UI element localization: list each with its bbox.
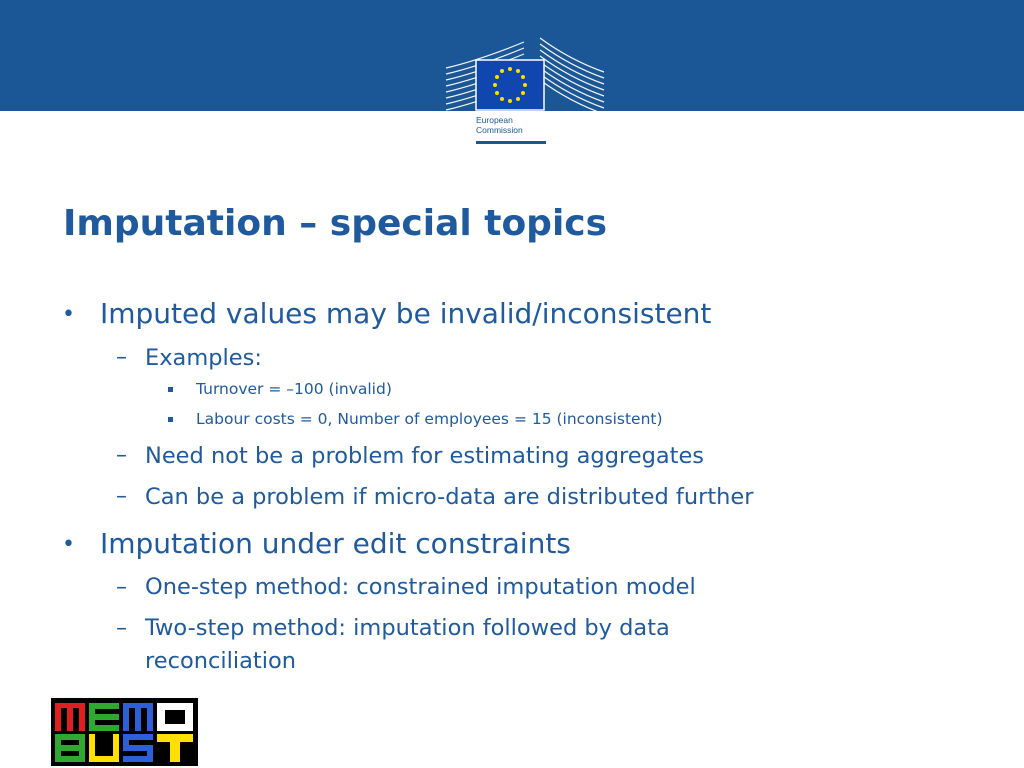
bullet-1-sub-1-item-2: Labour costs = 0, Number of employees = 15 (inconsistent) (196, 410, 663, 428)
bullet-dot-icon: • (62, 532, 75, 557)
dash-icon: – (116, 484, 127, 509)
bullet-2-sub-1: One-step method: constrained imputation model (145, 574, 696, 600)
bullet-1-sub-1: Examples: (145, 345, 262, 371)
bullet-1-sub-2: Need not be a problem for estimating aggregates (145, 443, 705, 469)
slide-title: Imputation – special topics (63, 203, 608, 244)
square-bullet-icon (168, 387, 173, 392)
bullet-2-sub-2-continuation: reconciliation (145, 648, 297, 674)
logo-text-european: European (476, 115, 513, 125)
bullet-1: Imputed values may be invalid/inconsistent (100, 297, 712, 330)
bullet-2: Imputation under edit constraints (100, 527, 571, 560)
dash-icon: – (116, 575, 127, 600)
dash-icon: – (116, 345, 127, 370)
bullet-2-sub-2: Two-step method: imputation followed by data (145, 615, 670, 641)
bullet-1-sub-3: Can be a problem if micro-data are distributed further (145, 484, 754, 510)
memobust-logo (51, 698, 198, 766)
logo-text-commission: Commission (476, 125, 523, 135)
dash-icon: – (116, 616, 127, 641)
bullet-1-sub-1-item-1: Turnover = –100 (invalid) (196, 380, 392, 398)
bullet-dot-icon: • (62, 302, 75, 327)
dash-icon: – (116, 443, 127, 468)
square-bullet-icon (168, 417, 173, 422)
